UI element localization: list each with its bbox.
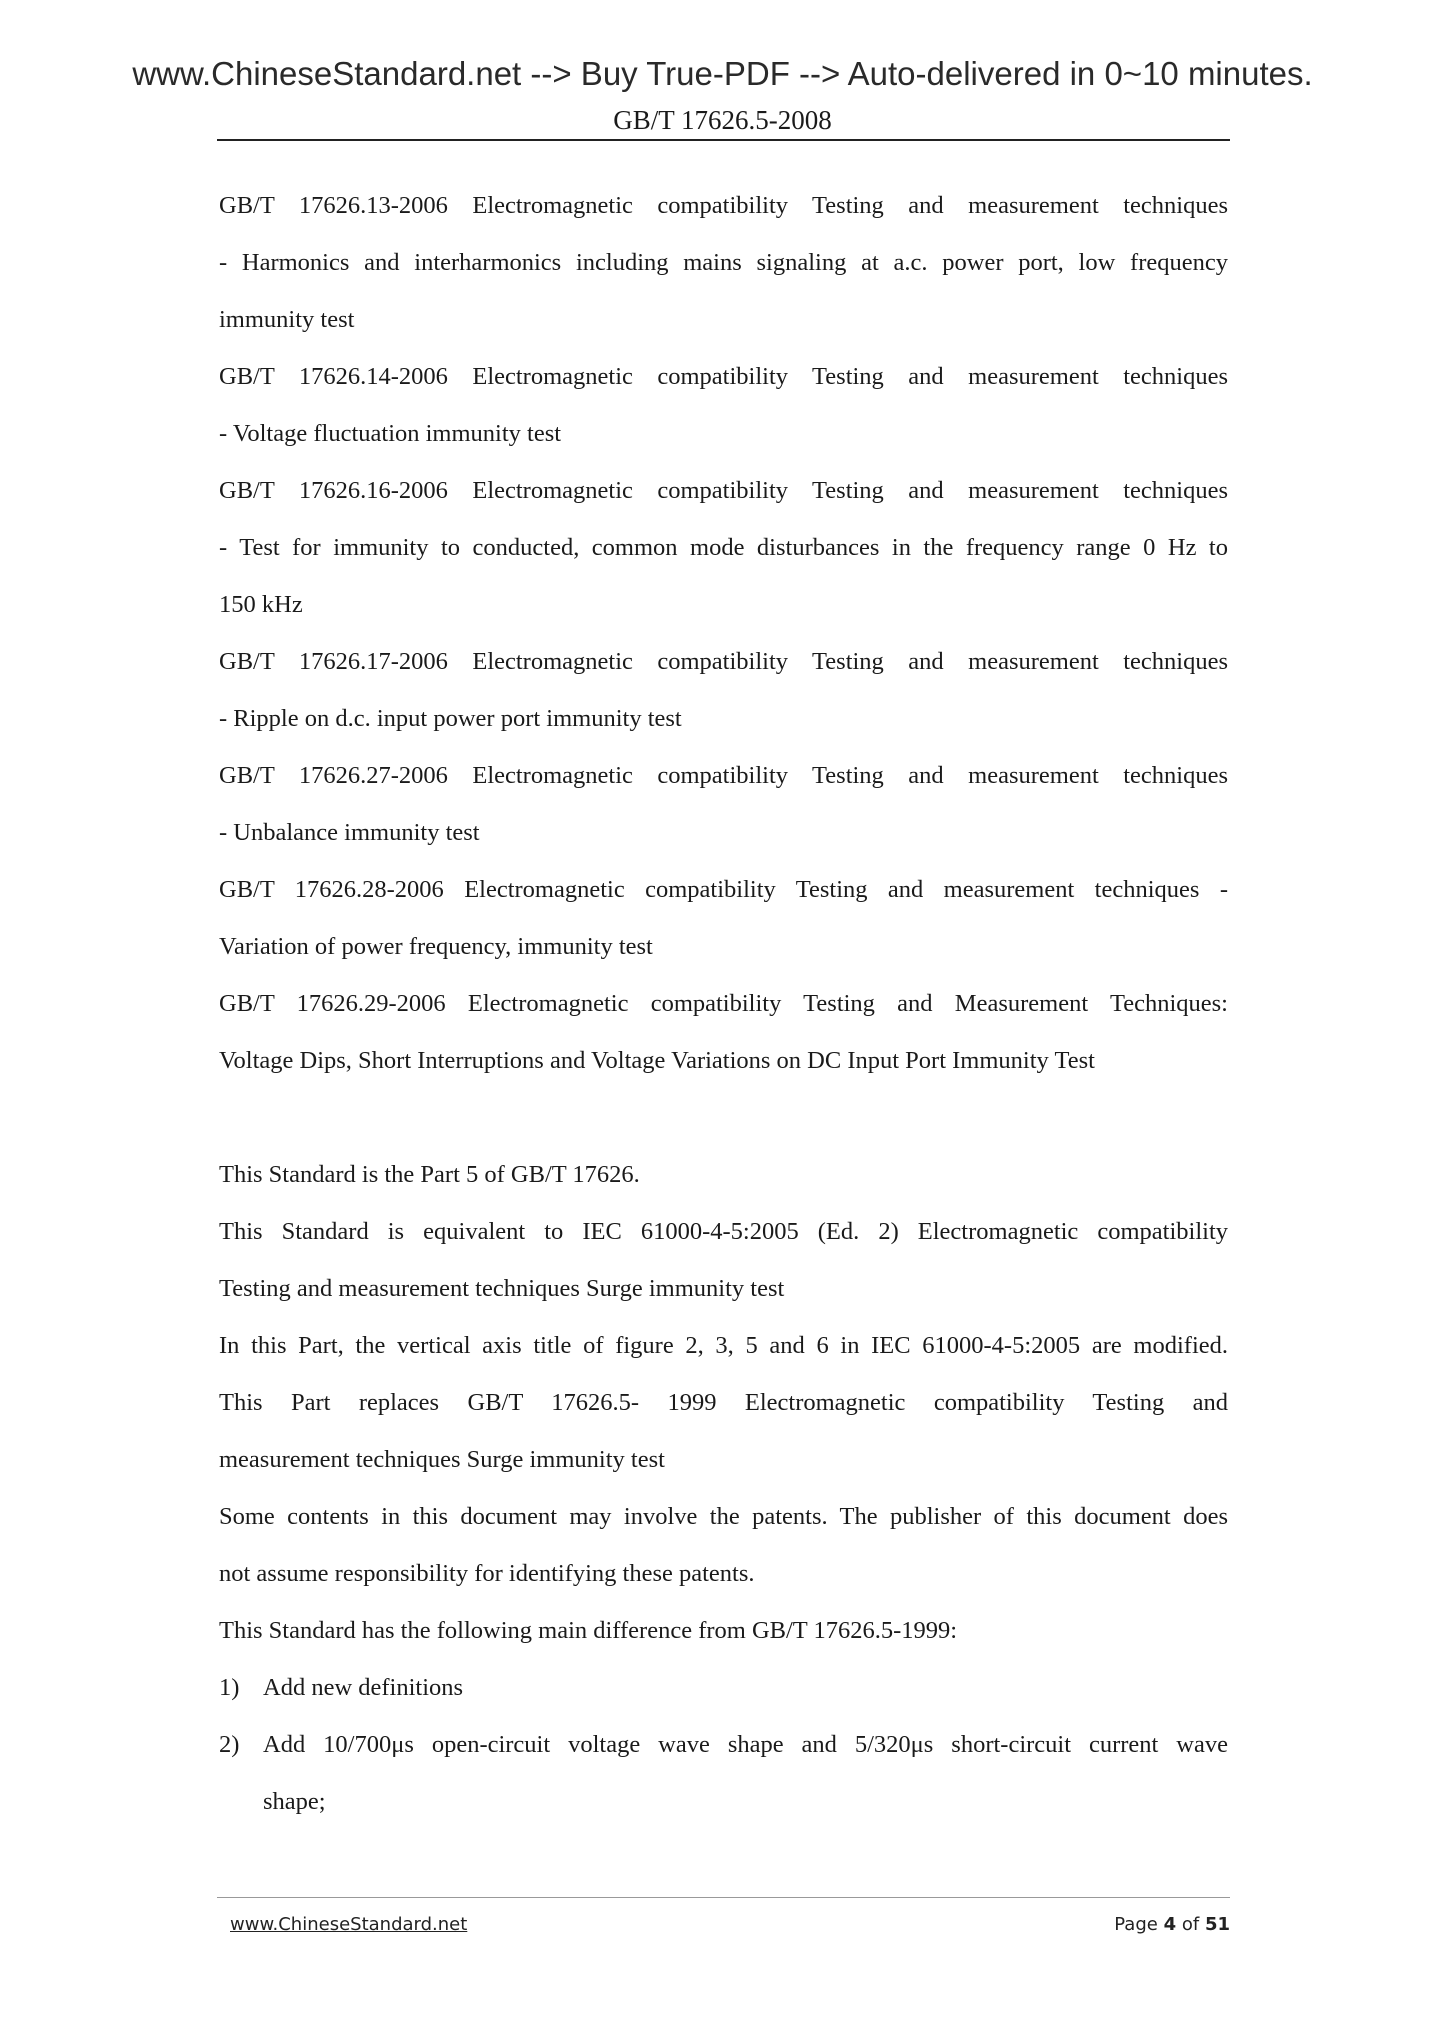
- replacement-statement: This Part replaces GB/T 17626.5- 1999 Electromagnetic compatibility Testing and: [219, 1389, 1228, 1416]
- list-item: [219, 1659, 1228, 1716]
- list-item-number: 2): [219, 1731, 240, 1758]
- header-divider: [217, 139, 1230, 141]
- reference-line: GB/T 17626.17-2006 Electromagnetic compatibility Testing and measurement techniques: [219, 648, 1228, 675]
- reference-line: - Ripple on d.c. input power port immunity test: [219, 705, 682, 732]
- reference-line: - Test for immunity to conducted, common mode disturbances in the frequency range 0 Hz to: [219, 534, 1228, 561]
- replacement-statement: measurement techniques Surge immunity test: [219, 1446, 665, 1473]
- document-body: [219, 177, 1228, 1837]
- page-current: 4: [1163, 1914, 1177, 1935]
- page-label: Page: [1114, 1914, 1158, 1935]
- equivalence-statement: Testing and measurement techniques Surge immunity test: [219, 1275, 785, 1302]
- list-item: [219, 1716, 1228, 1773]
- reference-line: Variation of power frequency, immunity test: [219, 933, 653, 960]
- reference-line: Voltage Dips, Short Interruptions and Voltage Variations on DC Input Port Immunity Test: [219, 1047, 1095, 1074]
- part-of-statement: This Standard is the Part 5 of GB/T 17626.: [219, 1161, 640, 1188]
- page-of-label: of: [1181, 1914, 1200, 1935]
- reference-line: GB/T 17626.16-2006 Electromagnetic compatibility Testing and measurement techniques: [219, 477, 1228, 504]
- modification-statement: In this Part, the vertical axis title of figure 2, 3, 5 and 6 in IEC 61000-4-5:2005 are modified.: [219, 1332, 1228, 1359]
- reference-line: - Harmonics and interharmonics including mains signaling at a.c. power port, low frequency: [219, 249, 1228, 276]
- reference-line: GB/T 17626.29-2006 Electromagnetic compatibility Testing and Measurement Techniques:: [219, 990, 1228, 1017]
- standard-code-header: GB/T 17626.5-2008: [613, 105, 832, 135]
- patent-notice: Some contents in this document may involve the patents. The publisher of this document does: [219, 1503, 1228, 1530]
- list-item-continuation: [219, 1773, 1228, 1830]
- reference-line: 150 kHz: [219, 591, 303, 618]
- reference-line: - Unbalance immunity test: [219, 819, 480, 846]
- reference-line: immunity test: [219, 306, 355, 333]
- reference-line: GB/T 17626.14-2006 Electromagnetic compatibility Testing and measurement techniques: [219, 363, 1228, 390]
- list-item-text: shape;: [263, 1788, 326, 1815]
- page-total: 51: [1204, 1914, 1230, 1935]
- footer-divider: [217, 1897, 1230, 1898]
- differences-intro: This Standard has the following main difference from GB/T 17626.5-1999:: [219, 1617, 958, 1644]
- list-item-number: 1): [219, 1674, 240, 1701]
- equivalence-statement: This Standard is equivalent to IEC 61000-4-5:2005 (Ed. 2) Electromagnetic compatibility: [219, 1218, 1228, 1245]
- reference-line: - Voltage fluctuation immunity test: [219, 420, 562, 447]
- site-banner[interactable]: www.ChineseStandard.net --> Buy True-PDF --> Auto-delivered in 0~10 minutes.: [132, 55, 1313, 92]
- list-item-text: Add new definitions: [263, 1674, 464, 1701]
- reference-line: GB/T 17626.27-2006 Electromagnetic compatibility Testing and measurement techniques: [219, 762, 1228, 789]
- reference-line: GB/T 17626.28-2006 Electromagnetic compatibility Testing and measurement techniques -: [219, 876, 1228, 903]
- page-number: [1114, 1912, 1230, 1938]
- patent-notice: not assume responsibility for identifying these patents.: [219, 1560, 755, 1587]
- footer-site-link[interactable]: www.ChineseStandard.net: [230, 1914, 468, 1935]
- reference-line: GB/T 17626.13-2006 Electromagnetic compatibility Testing and measurement techniques: [219, 192, 1228, 219]
- list-item-text: Add 10/700μs open-circuit voltage wave shape and 5/320μs short-circuit current wave: [263, 1731, 1228, 1758]
